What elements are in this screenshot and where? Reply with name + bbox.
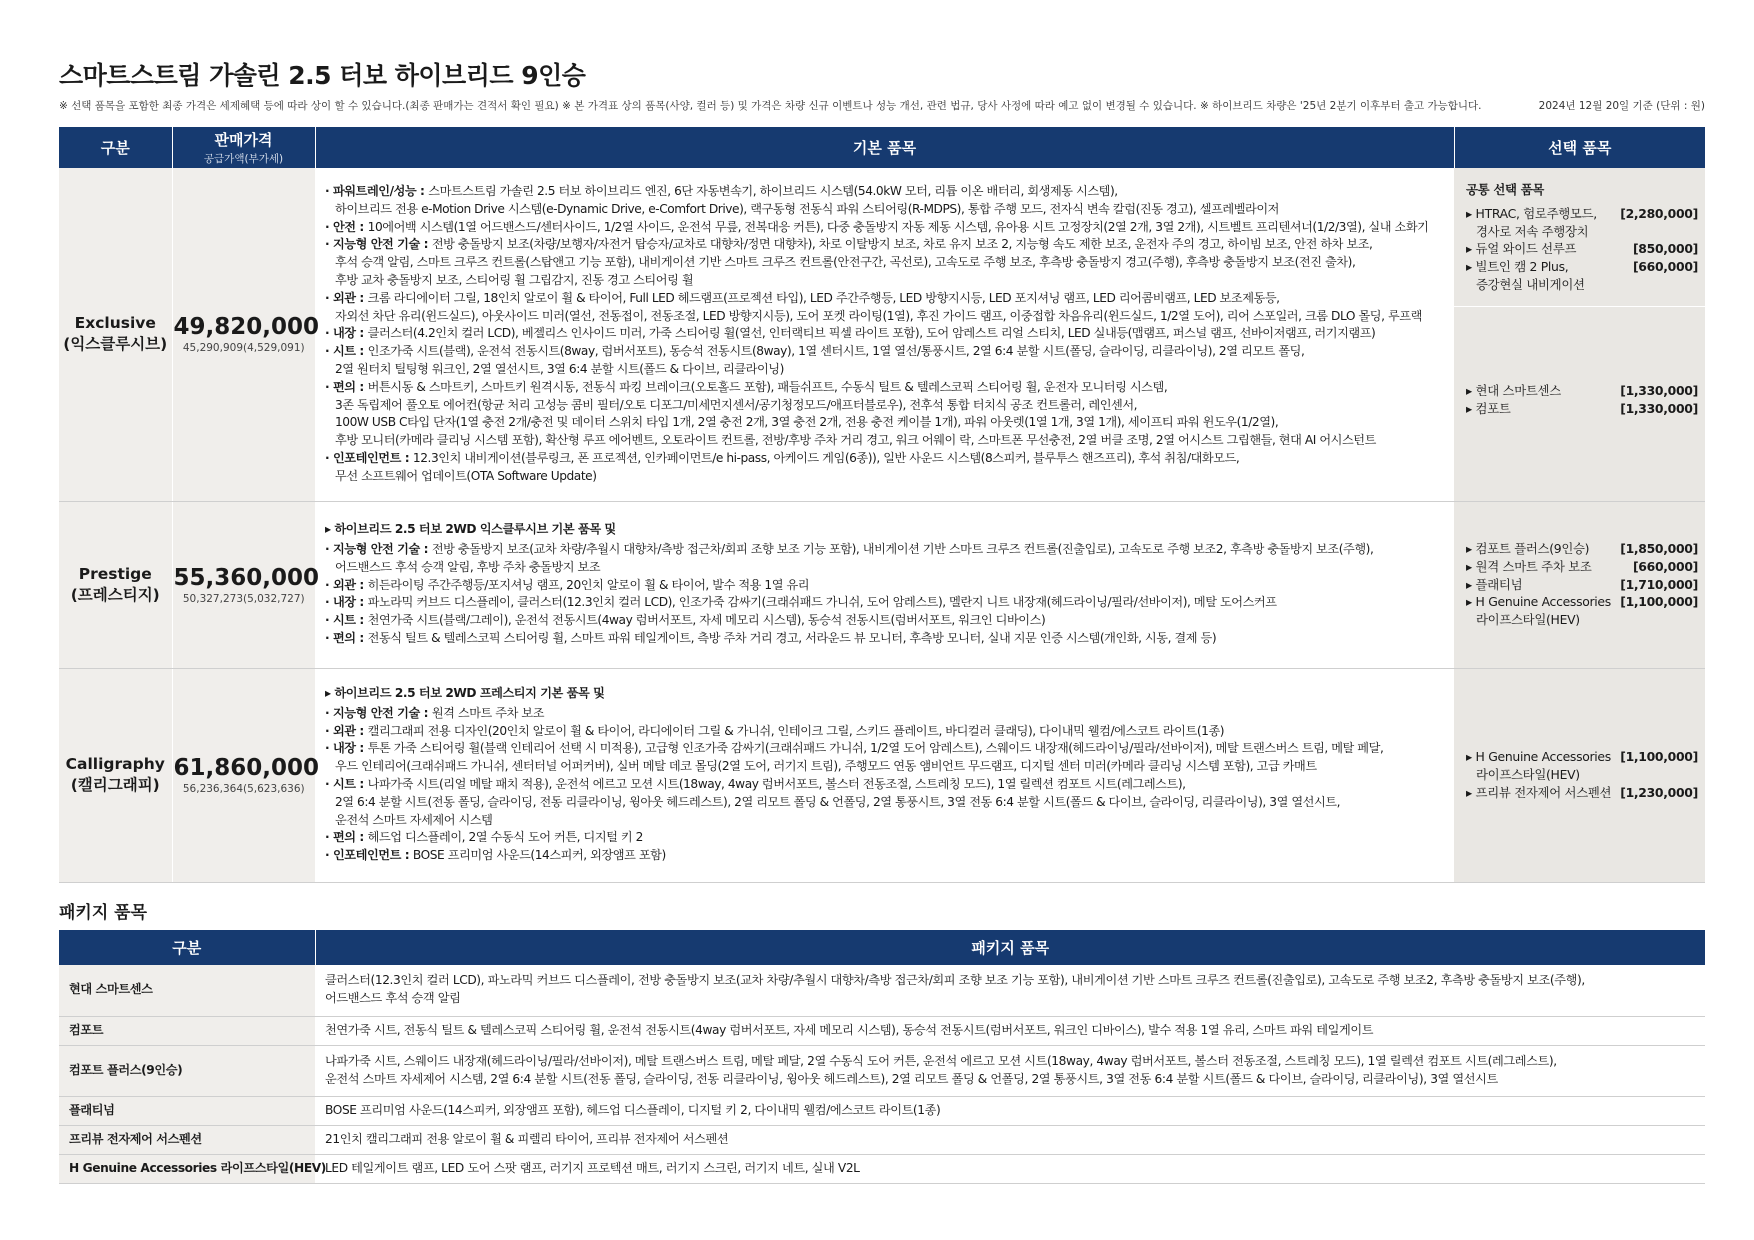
option-item: ▸ 프리뷰 전자제어 서스펜션 [1,230,000] [1466, 784, 1698, 800]
basic-item: · 지능형 안전 기술 : 원격 스마트 주차 보조 [325, 705, 545, 720]
basic-item: 운전석 스마트 자세제어 시스템 [335, 812, 493, 827]
basic-item: · 외관 : 캘리그래피 전용 디자인(20인치 알로이 휠 & 타이어, 라디에이터 그릴 & 가니쉬, 인테이크 그릴, 스키드 플레이트, 바디컬러 클래딩), 다이내믹 웰컴/에스코트 라이트(1종) [325, 723, 1225, 738]
package-name: 컴포트 플러스(9인승) [59, 1045, 315, 1096]
header-option: 선택 품목 [1454, 127, 1705, 168]
basic-item: 후석 승객 알림, 스마트 크루즈 컨트롤(스탑앤고 기능 포함), 내비게이션 기반 스마트 크루즈 컨트롤(안전구간, 곡선로), 고속도로 주행 보조, 후측방 충돌방지 경고(주행), 후측방 충돌방지 보조(전진 출차), [335, 255, 1356, 270]
trim-name-ko: (프레스티지) [70, 585, 160, 604]
package-section-title: 패키지 품목 [59, 903, 148, 923]
basic-item: · 내장 : 파노라믹 커브드 디스플레이, 클러스터(12.3인치 컬러 LCD), 인조가죽 감싸기(크래쉬패드 가니쉬, 도어 암레스트), 멜란지 니트 내장재(헤드라이닝/필라/선바이저), 메탈 도어스커프 [325, 595, 1277, 610]
package-table [59, 930, 1705, 1184]
basic-item: · 시트 : 인조가죽 시트(블랙), 운전석 전동시트(8way, 럼버서포트), 동승석 전동시트(8way), 1열 센터시트, 1열 열선/통풍시트, 2열 6:4 분할 시트(폴딩, 슬라이딩, 리클라이닝), 2열 리모트 폴딩, [325, 344, 1305, 359]
trim-name: Calligraphy [65, 755, 165, 773]
package-table-header [59, 930, 1705, 965]
basic-item: 우드 인테리어(크래쉬패드 가니쉬, 센터터널 어퍼커버), 실버 메탈 데코 몰딩(2열 도어, 러기지 트림), 주행모드 연동 앰비언트 무드램프, 디지털 센터 미러(카메라 클리닝 시스템 포함), 고급 카매트 [335, 759, 1317, 774]
basic-item: · 편의 : 버튼시동 & 스마트키, 스마트키 원격시동, 전동식 파킹 브레이크(오토홀드 포함), 패들쉬프트, 수동식 틸트 & 텔레스코픽 스티어링 휠, 운전자 모니터링 시스템, [325, 379, 1168, 394]
price-cell [172, 168, 320, 501]
basic-item: · 인포테인먼트 : 12.3인치 내비게이션(블루링크, 폰 프로젝션, 인카페이먼트/e hi-pass, 아케이드 게임(6종)), 일반 사운드 시스템(8스피커, 블루투스 핸즈프리), 후석 취침/대화모드, [325, 450, 1240, 465]
basic-lead: ▸ 하이브리드 2.5 터보 2WD 익스클루시브 기본 품목 및 [325, 522, 616, 537]
package-name: 컴포트 [59, 1016, 315, 1045]
package-row [59, 1125, 1705, 1154]
basic-items-cell [315, 168, 1454, 501]
header-basic: 기본 품목 [315, 127, 1454, 168]
header-price-sub: 공급가액(부가세) [203, 153, 284, 165]
price-cell [172, 668, 320, 882]
header-price [172, 127, 315, 168]
basic-item: · 내장 : 클러스터(4.2인치 컬러 LCD), 베젤리스 인사이드 미러, 가죽 스티어링 휠(열선, 인터랙티브 픽셀 라이트 포함), 도어 암레스트 리얼 스티치, LED 실내등(맵램프, 퍼스널 램프, 선바이저램프, 러기지램프) [325, 326, 1376, 341]
common-option-title: 공통 선택 품목 [1466, 182, 1545, 197]
option-item: ▸ 빌트인 캠 2 Plus, [660,000] 증강현실 내비게이션 [1466, 259, 1698, 292]
trim-supply-price: 50,327,273(5,032,727) [182, 592, 305, 605]
trim-option-group [1454, 306, 1705, 418]
basic-item: 무선 소프트웨어 업데이트(OTA Software Update) [335, 468, 597, 483]
notice-row [59, 98, 1705, 113]
basic-item: 자외선 차단 유리(윈드실드), 아웃사이드 미러(열선, 전동접이, 전동조절, LED 방향지시등), 도어 포켓 라이팅(1열), 후진 가이드 램프, 이중접합 차음유리(윈드실드, 1/2열 도어), 리어 스포일러, 크롬 DLO 몰딩, 루프랙 [335, 308, 1422, 323]
package-row [59, 965, 1705, 1016]
option-item: ▸ HTRAC, 험로주행모드, [2,280,000] 경사로 저속 주행장치 [1466, 205, 1698, 239]
price-cell [172, 501, 320, 668]
package-desc: 클러스터(12.3인치 컬러 LCD), 파노라믹 커브드 디스플레이, 전방 충돌방지 보조(교차 차량/추월시 대향차/측방 접근차/회피 조향 보조 기능 포함), 내비게이션 기반 스마트 크루즈 컨트롤(진출입로), 고속도로 주행 보조2, 후측방 충돌방지 보조(주행), 어드밴스드 후석 승객 알림 [315, 965, 1705, 1016]
package-desc: 천연가죽 시트, 전동식 틸트 & 텔레스코픽 스티어링 휠, 운전석 전동시트(4way 럼버서포트, 자세 메모리 시스템), 동승석 전동시트(럼버서포트, 워크인 디바이스), 발수 적용 1열 유리, 스마트 파워 테일게이트 [315, 1016, 1705, 1045]
basic-item: · 내장 : 투톤 가죽 스티어링 휠(블랙 인테리어 선택 시 미적용), 고급형 인조가죽 감싸기(크래쉬패드 가니쉬, 1/2열 도어 암레스트), 스웨이드 내장재(헤드라이닝/필라/선바이저), 메탈 트랜스버스 트림, 메탈 페달, [325, 741, 1384, 756]
basic-item: · 편의 : 헤드업 디스플레이, 2열 수동식 도어 커튼, 디지털 키 2 [325, 830, 643, 845]
option-cell [1454, 501, 1705, 668]
trim-name-cell [59, 668, 172, 882]
package-row [59, 1016, 1705, 1045]
trim-name-cell [59, 501, 172, 668]
basic-item: · 편의 : 전동식 틸트 & 텔레스코픽 스티어링 휠, 스마트 파워 테일게이트, 측방 주차 거리 경고, 서라운드 뷰 모니터, 후측방 모니터, 실내 지문 인증 시스템(개인화, 시동, 결제 등) [325, 630, 1217, 645]
trim-price: 49,820,000 [173, 314, 320, 341]
basic-items-cell [315, 501, 1454, 668]
trim-row-exclusive [59, 168, 1705, 501]
basic-lead: ▸ 하이브리드 2.5 터보 2WD 프레스티지 기본 품목 및 [325, 686, 605, 701]
option-item: ▸ 현대 스마트센스 [1,330,000] [1466, 382, 1698, 398]
basic-item: · 외관 : 히든라이팅 주간주행등/포지셔닝 램프, 20인치 알로이 휠 & 타이어, 발수 적용 1열 유리 [325, 577, 810, 592]
trim-row-prestige [59, 501, 1705, 668]
package-row [59, 1045, 1705, 1096]
basic-item: · 외관 : 크롬 라디에이터 그릴, 18인치 알로이 휠 & 타이어, Full LED 헤드램프(프로젝션 타입), LED 주간주행등, LED 방향지시등, LED 포지셔닝 램프, LED 리어콤비램프, LED 보조제동등, [325, 290, 1280, 305]
basic-item: 100W USB C타입 단자(1열 충전 2개/충전 및 데이터 스위치 타입 1개, 2열 충전 2개, 3열 충전 2개, 전용 충전 케이블 1개), 파워 아웃렛(1열 1개, 3열 1개), 세이프티 파워 윈도우(1/2열), [335, 415, 1279, 430]
basic-item: · 시트 : 천연가죽 시트(블랙/그레이), 운전석 전동시트(4way 럼버서포트, 자세 메모리 시스템), 동승석 전동시트(럼버서포트, 워크인 디바이스) [325, 613, 1046, 628]
basic-item: · 시트 : 나파가죽 시트(리얼 메탈 패치 적용), 운전석 에르고 모션 시트(18way, 4way 럼버서포트, 볼스터 전동조절, 스트레칭 모드), 1열 릴렉션 컴포트 시트(레그레스트), [325, 777, 1186, 791]
option-item: ▸ 듀얼 와이드 선루프 [850,000] [1466, 241, 1698, 257]
basic-item: · 파워트레인/성능 : 스마트스트림 가솔린 2.5 터보 하이브리드 엔진, 6단 자동변속기, 하이브리드 시스템(54.0kW 모터, 리튬 이온 배터리, 회생제동 시스템), [325, 183, 1118, 198]
package-desc: 21인치 캘리그래피 전용 알로이 휠 & 피렐리 타이어, 프리뷰 전자제어 서스펜션 [315, 1125, 1705, 1154]
trim-supply-price: 45,290,909(4,529,091) [182, 342, 305, 355]
basic-item: 2열 원터치 틸팅형 워크인, 2열 열선시트, 3열 6:4 분할 시트(폴드 & 다이브, 리클라이닝) [335, 361, 784, 376]
option-item: ▸ 컴포트 [1,330,000] [1466, 400, 1698, 416]
basic-item: 후방 모니터(카메라 클리닝 시스템 포함), 확산형 루프 에어벤트, 오토라이트 컨트롤, 전방/후방 주차 거리 경고, 워크 어웨이 락, 스마트폰 무선충전, 2열 버클 조명, 2열 어시스트 그립핸들, 현대 AI 어시스턴트 [335, 433, 1376, 448]
trim-supply-price: 56,236,364(5,623,636) [182, 783, 305, 795]
package-name: 현대 스마트센스 [59, 965, 315, 1016]
trim-name: Exclusive [74, 314, 156, 333]
basic-item: · 안전 : 10에어백 시스템(1열 어드밴스드/센터사이드, 1/2열 사이드, 운전석 무릎, 전복대응 커튼), 다중 충돌방지 자동 제동 시스템, 유아용 시트 고정장치(2열 2개, 3열 2개), 시트벨트 프리텐셔너(1/2/3열), 실내 소화기 [325, 219, 1429, 234]
package-desc: BOSE 프리미엄 사운드(14스피커, 외장앰프 포함), 헤드업 디스플레이, 디지털 키 2, 다이내믹 웰컴/에스코트 라이트(1종) [315, 1096, 1705, 1125]
option-cell [1454, 168, 1705, 501]
trim-price: 55,360,000 [173, 564, 320, 591]
package-desc: 나파가죽 시트, 스웨이드 내장재(헤드라이닝/필라/선바이저), 메탈 트랜스버스 트림, 메탈 페달, 2열 수동식 도어 커튼, 운전석 에르고 모션 시트(18way, 4way 럼버서포트, 볼스터 전동조절, 스트레칭 모드), 1열 릴렉션 컴포트 시트(레그레스트), 운전석 스마트 자세제어 시스템, 2열 6:4 분할 시트(전동 폴딩, 슬라이딩, 전동 리클라이닝, 윙아웃 헤드레스트), 2열 리모트 폴딩 & 언폴딩, 2열 통풍시트, 3열 전동 6:4 분할 시트(폴드 & 다이브, 슬라이딩, 리클라이닝), 3열 열선시트 [315, 1045, 1705, 1096]
basic-item: 2열 6:4 분할 시트(전동 폴딩, 슬라이딩, 전동 리클라이닝, 윙아웃 헤드레스트), 2열 리모트 폴딩 & 언폴딩, 2열 통풍시트, 3열 전동 6:4 분할 시트(폴드 & 다이브, 슬라이딩, 리클라이닝), 3열 열선시트, [335, 794, 1341, 809]
basic-item: 후방 교차 충돌방지 보조, 스티어링 휠 그립감지, 진동 경고 스티어링 휠 [335, 272, 694, 287]
price-table-header [59, 127, 1705, 168]
option-item: ▸ 원격 스마트 주차 보조 [660,000] [1466, 558, 1698, 574]
option-item: ▸ 컴포트 플러스(9인승) [1,850,000] [1466, 541, 1698, 556]
trim-name-cell [59, 168, 172, 501]
option-item: ▸ H Genuine Accessories [1,100,000] 라이프스타일(HEV) [1466, 594, 1698, 628]
notice-text: ※ 선택 품목을 포함한 최종 가격은 세제혜택 등에 따라 상이 할 수 있습니다.(최종 판매가는 견적서 확인 필요) ※ 본 가격표 상의 품목(사양, 컬러 등) 및 가격은 차량 신규 이벤트나 성능 개선, 관련 법규, 당사 사정에 따라 예고 없이 변경될 수 있습니다. ※ 하이브리드 차량은 '25년 2분기 이후부터 출고 가능합니다. [59, 100, 1482, 112]
option-item: ▸ H Genuine Accessories [1,100,000] 라이프스타일(HEV) [1466, 749, 1698, 783]
basic-items-cell [315, 668, 1454, 882]
package-name: 플래티넘 [59, 1096, 315, 1125]
page-title: 스마트스트림 가솔린 2.5 터보 하이브리드 9인승 [59, 61, 586, 90]
option-cell [1454, 668, 1705, 882]
option-item: ▸ 플래티넘 [1,710,000] [1466, 576, 1698, 592]
trim-name-ko: (캘리그래피) [70, 776, 160, 794]
header-price-label: 판매가격 [214, 131, 273, 149]
reference-date: 2024년 12월 20일 기준 (단위 : 원) [1538, 100, 1705, 112]
package-header-desc: 패키지 품목 [315, 930, 1705, 965]
basic-item: 어드밴스드 후석 승객 알림, 후방 주차 충돌방지 보조 [335, 559, 601, 574]
package-row [59, 1154, 1705, 1183]
header-trim: 구분 [59, 127, 172, 168]
package-name: 프리뷰 전자제어 서스펜션 [59, 1125, 315, 1154]
basic-item: 하이브리드 전용 e-Motion Drive 시스템(e-Dynamic Drive, e-Comfort Drive), 랙구동형 전동식 파워 스티어링(R-MDPS), 통합 주행 모드, 전자식 변속 칼럼(진동 경고), 셀프레벨라이저 [335, 201, 1280, 216]
price-table [59, 127, 1705, 883]
trim-price: 61,860,000 [173, 755, 320, 781]
basic-item: · 지능형 안전 기술 : 전방 충돌방지 보조(차량/보행자/자전거 탑승자/교차로 대향차/정면 대향차), 차로 이탈방지 보조, 차로 유지 보조 2, 지능형 속도 제한 보조, 운전자 주의 경고, 하이빔 보조, 안전 하차 보조, [325, 237, 1373, 252]
trim-row-calligraphy [59, 668, 1705, 882]
package-header-name: 구분 [59, 930, 315, 965]
basic-item: · 지능형 안전 기술 : 전방 충돌방지 보조(교차 차량/추월시 대향차/측방 접근차/회피 조향 보조 기능 포함), 내비게이션 기반 스마트 크루즈 컨트롤(진출입로), 고속도로 주행 보조2, 후측방 충돌방지 보조(주행), [325, 542, 1374, 556]
trim-name-ko: (익스클루시브) [63, 335, 168, 354]
trim-name: Prestige [78, 564, 152, 583]
package-row [59, 1096, 1705, 1125]
basic-item: 3존 독립제어 풀오토 에어컨(항균 처리 고성능 콤비 필터/오토 디포그/미세먼지센서/공기청정모드/애프터블로우), 전후석 통합 터치식 공조 컨트롤러, 레인센서, [335, 397, 1138, 412]
package-desc: LED 테일게이트 램프, LED 도어 스팟 램프, 러기지 프로텍션 매트, 러기지 스크린, 러기지 네트, 실내 V2L [315, 1154, 1705, 1183]
basic-item: · 인포테인먼트 : BOSE 프리미엄 사운드(14스피커, 외장앰프 포함) [325, 848, 666, 863]
package-name: H Genuine Accessories 라이프스타일(HEV) [59, 1154, 315, 1183]
